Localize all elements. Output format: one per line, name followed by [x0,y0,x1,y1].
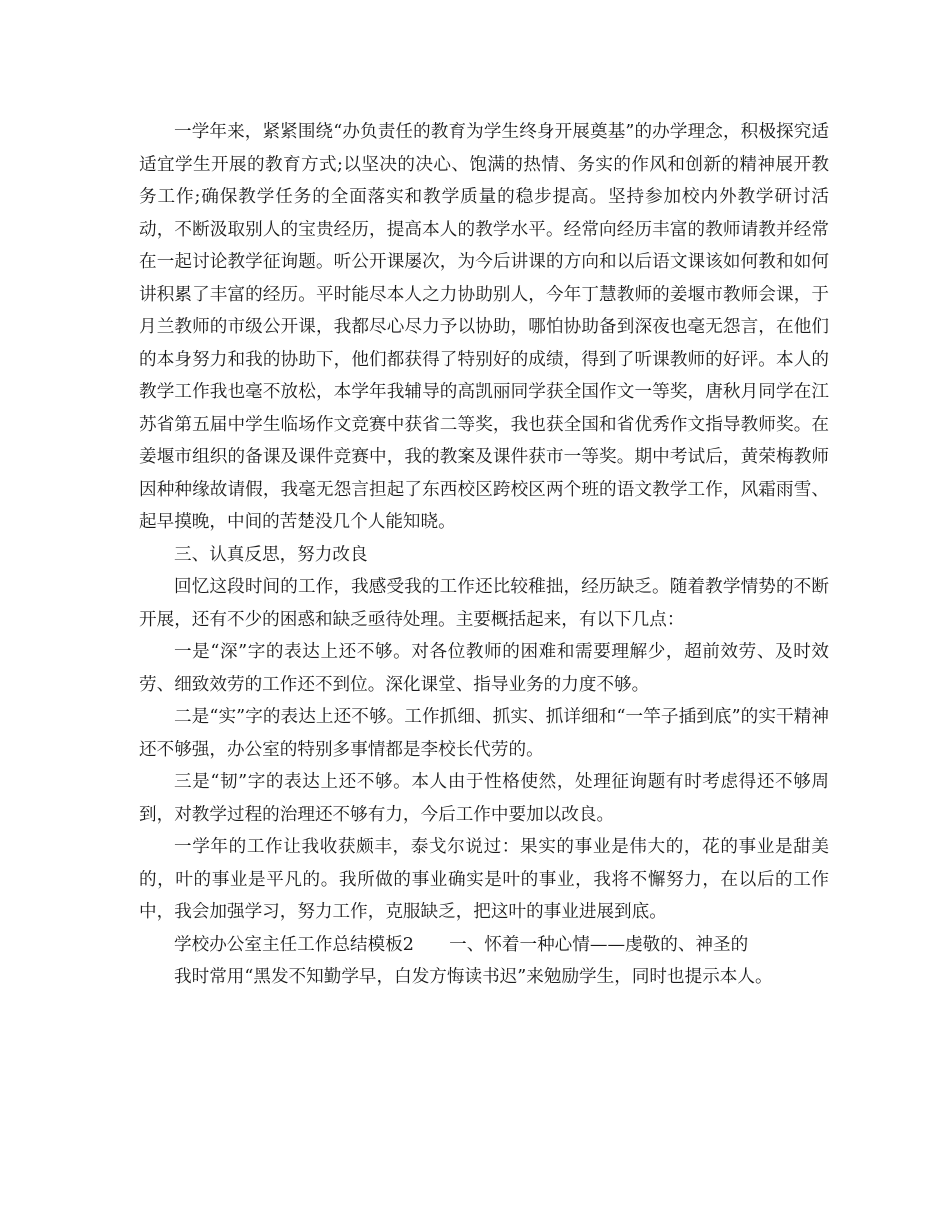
paragraph-point-deep: 一是“深”字的表达上还不够。对各位教师的困难和需要理解少，超前效劳、及时效劳、细致效劳的工作还不到位。深化课堂、指导业务的力度不够。 [139,642,829,695]
paragraph-motto: 我时常用“黑发不知勤学早，白发方悔读书迟”来勉励学生，同时也提示本人。 [174,967,773,987]
paragraph-point-tenacity: 三是“韧”字的表达上还不够。本人由于性格使然，处理征询题有时考虑得还不够周到，对教学过程的治理还不够有力，今后工作中要加以改良。 [139,772,829,825]
document-body [139,116,829,994]
paragraph-summary: 一学年来，紧紧围绕“办负责任的教育为学生终身开展奠基”的办学理念，积极探究适适宜学生开展的教育方式;以坚决的决心、饱满的热情、务实的作风和创新的精神展开教务工作;确保教学任务的全面落实和教学质量的稳步提高。坚持参加校内外教学研讨活动，不断汲取别人的宝贵经历，提高本人的教学水平。经常向经历丰富的教师请教并经常在一起讨论教学征询题。听公开课屡次，为今后讲课的方向和以后语文课该如何教和如何讲积累了丰富的经历。平时能尽本人之力协助别人，今年丁慧教师的姜堰市教师会课，于月兰教师的市级公开课，我都尽心尽力予以协助，哪怕协助备到深夜也毫无怨言，在他们的本身努力和我的协助下，他们都获得了特别好的成绩，得到了听课教师的好评。本人的教学工作我也毫不放松，本学年我辅导的高凯丽同学获全国作文一等奖，唐秋月同学在江苏省第五届中学生临场作文竞赛中获省二等奖，我也获全国和省优秀作文指导教师奖。在姜堰市组织的备课及课件竞赛中，我的教案及课件获市一等奖。期中考试后，黄荣梅教师因种种缘故请假，我毫无怨言担起了东西校区跨校区两个班的语文教学工作，风霜雨雪、起早摸晚，中间的苦楚没几个人能知晓。 [139,122,829,532]
paragraph-point-solid: 二是“实”字的表达上还不够。工作抓细、抓实、抓详细和“一竿子插到底”的实干精神还不够强，办公室的特别多事情都是李校长代劳的。 [139,707,829,760]
paragraph-conclusion: 一学年的工作让我收获颇丰，泰戈尔说过：果实的事业是伟大的，花的事业是甜美的，叶的事业是平凡的。我所做的事业确实是叶的事业，我将不懈努力，在以后的工作中，我会加强学习，努力工作，克服缺乏，把这叶的事业进展到底。 [139,837,829,922]
paragraph-recall: 回忆这段时间的工作，我感受我的工作还比较稚拙，经历缺乏。随着教学情势的不断开展，还有不少的困惑和缺乏亟待处理。主要概括起来，有以下几点： [139,577,829,630]
section-heading-reflection: 三、认真反思，努力改良 [174,544,368,565]
template-title-line: 学校办公室主任工作总结模板2 一、怀着一种心情——虔敬的、神圣的 [174,934,749,955]
